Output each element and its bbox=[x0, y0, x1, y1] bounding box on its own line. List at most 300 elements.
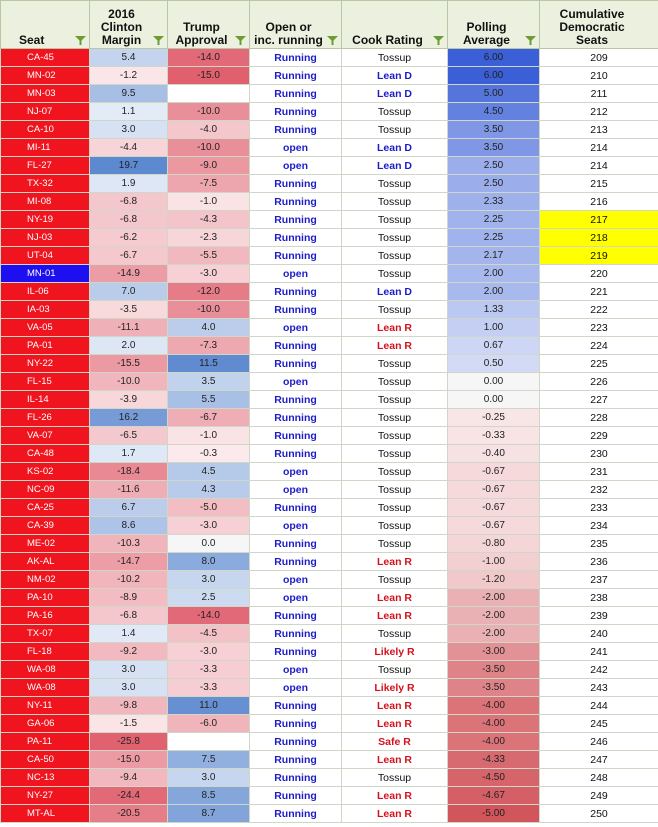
polling-average-cell[interactable]: 1.33 bbox=[448, 301, 540, 319]
cook-rating-cell[interactable]: Lean R bbox=[342, 337, 448, 355]
trump-approval-cell[interactable]: 8.0 bbox=[168, 553, 250, 571]
cumulative-seats-cell[interactable]: 223 bbox=[540, 319, 658, 337]
seat-cell[interactable]: MT-AL bbox=[1, 805, 90, 823]
trump-approval-cell[interactable]: 5.5 bbox=[168, 391, 250, 409]
polling-average-cell[interactable]: 0.50 bbox=[448, 355, 540, 373]
seat-cell[interactable]: WA-08 bbox=[1, 679, 90, 697]
header-cook-rating[interactable] bbox=[342, 1, 448, 49]
polling-average-cell[interactable]: 0.00 bbox=[448, 391, 540, 409]
cook-rating-cell[interactable]: Tossup bbox=[342, 409, 448, 427]
trump-approval-cell[interactable]: 0.0 bbox=[168, 535, 250, 553]
clinton-margin-cell[interactable]: -11.6 bbox=[90, 481, 168, 499]
status-cell[interactable]: Running bbox=[250, 625, 342, 643]
trump-approval-cell[interactable]: 4.5 bbox=[168, 463, 250, 481]
polling-average-cell[interactable]: 0.00 bbox=[448, 373, 540, 391]
polling-average-cell[interactable]: 2.25 bbox=[448, 211, 540, 229]
seat-cell[interactable]: CA-48 bbox=[1, 445, 90, 463]
trump-approval-cell[interactable]: 8.5 bbox=[168, 787, 250, 805]
trump-approval-cell[interactable]: -3.0 bbox=[168, 643, 250, 661]
status-cell[interactable]: open bbox=[250, 373, 342, 391]
cumulative-seats-cell[interactable]: 230 bbox=[540, 445, 658, 463]
cook-rating-cell[interactable]: Tossup bbox=[342, 373, 448, 391]
cook-rating-cell[interactable]: Tossup bbox=[342, 769, 448, 787]
polling-average-cell[interactable]: -4.33 bbox=[448, 751, 540, 769]
status-cell[interactable]: Running bbox=[250, 283, 342, 301]
trump-approval-cell[interactable]: -14.0 bbox=[168, 607, 250, 625]
clinton-margin-cell[interactable]: -15.0 bbox=[90, 751, 168, 769]
polling-average-cell[interactable]: -0.67 bbox=[448, 463, 540, 481]
header-open-status[interactable] bbox=[250, 1, 342, 49]
cook-rating-cell[interactable]: Lean R bbox=[342, 787, 448, 805]
status-cell[interactable]: open bbox=[250, 319, 342, 337]
cumulative-seats-cell[interactable]: 244 bbox=[540, 697, 658, 715]
status-cell[interactable]: open bbox=[250, 571, 342, 589]
status-cell[interactable]: Running bbox=[250, 409, 342, 427]
clinton-margin-cell[interactable]: 3.0 bbox=[90, 121, 168, 139]
trump-approval-cell[interactable]: -1.0 bbox=[168, 427, 250, 445]
polling-average-cell[interactable]: -1.20 bbox=[448, 571, 540, 589]
cumulative-seats-cell[interactable]: 234 bbox=[540, 517, 658, 535]
trump-approval-cell[interactable]: -7.3 bbox=[168, 337, 250, 355]
status-cell[interactable]: Running bbox=[250, 607, 342, 625]
polling-average-cell[interactable]: -4.67 bbox=[448, 787, 540, 805]
cook-rating-cell[interactable]: Tossup bbox=[342, 517, 448, 535]
trump-approval-cell[interactable]: -14.0 bbox=[168, 49, 250, 67]
clinton-margin-cell[interactable]: -1.2 bbox=[90, 67, 168, 85]
status-cell[interactable]: open bbox=[250, 589, 342, 607]
seat-cell[interactable]: PA-01 bbox=[1, 337, 90, 355]
seat-cell[interactable]: MN-03 bbox=[1, 85, 90, 103]
polling-average-cell[interactable]: -4.00 bbox=[448, 733, 540, 751]
seat-cell[interactable]: AK-AL bbox=[1, 553, 90, 571]
clinton-margin-cell[interactable]: 1.4 bbox=[90, 625, 168, 643]
trump-approval-cell[interactable]: 8.7 bbox=[168, 805, 250, 823]
seat-cell[interactable]: GA-06 bbox=[1, 715, 90, 733]
status-cell[interactable]: open bbox=[250, 463, 342, 481]
cook-rating-cell[interactable]: Lean R bbox=[342, 805, 448, 823]
header-seat[interactable] bbox=[1, 1, 90, 49]
clinton-margin-cell[interactable]: -10.3 bbox=[90, 535, 168, 553]
trump-approval-cell[interactable]: -4.5 bbox=[168, 625, 250, 643]
cumulative-seats-cell[interactable]: 227 bbox=[540, 391, 658, 409]
cook-rating-cell[interactable]: Lean D bbox=[342, 139, 448, 157]
clinton-margin-cell[interactable]: -14.9 bbox=[90, 265, 168, 283]
polling-average-cell[interactable]: -0.33 bbox=[448, 427, 540, 445]
filter-icon[interactable] bbox=[327, 36, 338, 45]
cumulative-seats-cell[interactable]: 222 bbox=[540, 301, 658, 319]
polling-average-cell[interactable]: 2.17 bbox=[448, 247, 540, 265]
cumulative-seats-cell[interactable]: 212 bbox=[540, 103, 658, 121]
clinton-margin-cell[interactable]: -14.7 bbox=[90, 553, 168, 571]
clinton-margin-cell[interactable]: 3.0 bbox=[90, 661, 168, 679]
trump-approval-cell[interactable]: -3.0 bbox=[168, 517, 250, 535]
cumulative-seats-cell[interactable]: 247 bbox=[540, 751, 658, 769]
trump-approval-cell[interactable]: -5.0 bbox=[168, 499, 250, 517]
status-cell[interactable]: open bbox=[250, 265, 342, 283]
trump-approval-cell[interactable]: -4.0 bbox=[168, 121, 250, 139]
clinton-margin-cell[interactable]: -10.2 bbox=[90, 571, 168, 589]
cumulative-seats-cell[interactable]: 249 bbox=[540, 787, 658, 805]
clinton-margin-cell[interactable]: -9.4 bbox=[90, 769, 168, 787]
trump-approval-cell[interactable]: 11.5 bbox=[168, 355, 250, 373]
seat-cell[interactable]: CA-50 bbox=[1, 751, 90, 769]
cumulative-seats-cell[interactable]: 237 bbox=[540, 571, 658, 589]
seat-cell[interactable]: MN-01 bbox=[1, 265, 90, 283]
polling-average-cell[interactable]: -5.00 bbox=[448, 805, 540, 823]
header-trump-approval[interactable] bbox=[168, 1, 250, 49]
cumulative-seats-cell[interactable]: 211 bbox=[540, 85, 658, 103]
cook-rating-cell[interactable]: Tossup bbox=[342, 535, 448, 553]
polling-average-cell[interactable]: -1.00 bbox=[448, 553, 540, 571]
cook-rating-cell[interactable]: Tossup bbox=[342, 193, 448, 211]
cook-rating-cell[interactable]: Tossup bbox=[342, 625, 448, 643]
cumulative-seats-cell[interactable]: 232 bbox=[540, 481, 658, 499]
cumulative-seats-cell[interactable]: 214 bbox=[540, 157, 658, 175]
polling-average-cell[interactable]: 2.33 bbox=[448, 193, 540, 211]
polling-average-cell[interactable]: -0.80 bbox=[448, 535, 540, 553]
status-cell[interactable]: open bbox=[250, 661, 342, 679]
seat-cell[interactable]: MI-11 bbox=[1, 139, 90, 157]
cook-rating-cell[interactable]: Lean R bbox=[342, 319, 448, 337]
trump-approval-cell[interactable] bbox=[168, 733, 250, 751]
seat-cell[interactable]: NY-22 bbox=[1, 355, 90, 373]
clinton-margin-cell[interactable]: -1.5 bbox=[90, 715, 168, 733]
filter-icon[interactable] bbox=[433, 36, 444, 45]
trump-approval-cell[interactable]: -10.0 bbox=[168, 103, 250, 121]
clinton-margin-cell[interactable]: -15.5 bbox=[90, 355, 168, 373]
trump-approval-cell[interactable]: -15.0 bbox=[168, 67, 250, 85]
seat-cell[interactable]: MN-02 bbox=[1, 67, 90, 85]
cumulative-seats-cell[interactable]: 213 bbox=[540, 121, 658, 139]
cook-rating-cell[interactable]: Tossup bbox=[342, 661, 448, 679]
status-cell[interactable]: Running bbox=[250, 499, 342, 517]
cook-rating-cell[interactable]: Lean D bbox=[342, 157, 448, 175]
clinton-margin-cell[interactable]: 8.6 bbox=[90, 517, 168, 535]
trump-approval-cell[interactable]: 2.5 bbox=[168, 589, 250, 607]
cook-rating-cell[interactable]: Tossup bbox=[342, 571, 448, 589]
status-cell[interactable]: Running bbox=[250, 445, 342, 463]
trump-approval-cell[interactable]: -3.0 bbox=[168, 265, 250, 283]
polling-average-cell[interactable]: -2.00 bbox=[448, 625, 540, 643]
clinton-margin-cell[interactable]: -6.8 bbox=[90, 607, 168, 625]
clinton-margin-cell[interactable]: 6.7 bbox=[90, 499, 168, 517]
cook-rating-cell[interactable]: Lean R bbox=[342, 589, 448, 607]
trump-approval-cell[interactable]: 7.5 bbox=[168, 751, 250, 769]
clinton-margin-cell[interactable]: 3.0 bbox=[90, 679, 168, 697]
cumulative-seats-cell[interactable]: 238 bbox=[540, 589, 658, 607]
cumulative-seats-cell[interactable]: 231 bbox=[540, 463, 658, 481]
cumulative-seats-cell[interactable]: 236 bbox=[540, 553, 658, 571]
cumulative-seats-cell[interactable]: 226 bbox=[540, 373, 658, 391]
status-cell[interactable]: Running bbox=[250, 769, 342, 787]
cook-rating-cell[interactable]: Tossup bbox=[342, 247, 448, 265]
polling-average-cell[interactable]: 0.67 bbox=[448, 337, 540, 355]
status-cell[interactable]: Running bbox=[250, 121, 342, 139]
status-cell[interactable]: Running bbox=[250, 787, 342, 805]
polling-average-cell[interactable]: -3.00 bbox=[448, 643, 540, 661]
trump-approval-cell[interactable]: 3.0 bbox=[168, 571, 250, 589]
clinton-margin-cell[interactable]: 5.4 bbox=[90, 49, 168, 67]
cook-rating-cell[interactable]: Tossup bbox=[342, 427, 448, 445]
polling-average-cell[interactable]: -0.67 bbox=[448, 517, 540, 535]
cumulative-seats-cell[interactable]: 239 bbox=[540, 607, 658, 625]
filter-icon[interactable] bbox=[75, 36, 86, 45]
status-cell[interactable]: Running bbox=[250, 805, 342, 823]
polling-average-cell[interactable]: 3.50 bbox=[448, 139, 540, 157]
cumulative-seats-cell[interactable]: 228 bbox=[540, 409, 658, 427]
seat-cell[interactable]: ME-02 bbox=[1, 535, 90, 553]
trump-approval-cell[interactable]: -9.0 bbox=[168, 157, 250, 175]
cook-rating-cell[interactable]: Lean R bbox=[342, 553, 448, 571]
seat-cell[interactable]: PA-10 bbox=[1, 589, 90, 607]
status-cell[interactable]: Running bbox=[250, 49, 342, 67]
polling-average-cell[interactable]: -4.00 bbox=[448, 715, 540, 733]
cook-rating-cell[interactable]: Tossup bbox=[342, 49, 448, 67]
trump-approval-cell[interactable]: -1.0 bbox=[168, 193, 250, 211]
status-cell[interactable]: open bbox=[250, 481, 342, 499]
cook-rating-cell[interactable]: Tossup bbox=[342, 211, 448, 229]
seat-cell[interactable]: NC-13 bbox=[1, 769, 90, 787]
clinton-margin-cell[interactable]: -6.8 bbox=[90, 193, 168, 211]
clinton-margin-cell[interactable]: -10.0 bbox=[90, 373, 168, 391]
trump-approval-cell[interactable]: -10.0 bbox=[168, 139, 250, 157]
seat-cell[interactable]: CA-39 bbox=[1, 517, 90, 535]
cumulative-seats-cell[interactable]: 243 bbox=[540, 679, 658, 697]
cumulative-seats-cell[interactable]: 233 bbox=[540, 499, 658, 517]
seat-cell[interactable]: NM-02 bbox=[1, 571, 90, 589]
polling-average-cell[interactable]: -3.50 bbox=[448, 679, 540, 697]
status-cell[interactable]: Running bbox=[250, 175, 342, 193]
header-clinton-margin[interactable] bbox=[90, 1, 168, 49]
clinton-margin-cell[interactable]: 16.2 bbox=[90, 409, 168, 427]
status-cell[interactable]: Running bbox=[250, 733, 342, 751]
cook-rating-cell[interactable]: Tossup bbox=[342, 301, 448, 319]
seat-cell[interactable]: CA-25 bbox=[1, 499, 90, 517]
filter-icon[interactable] bbox=[235, 36, 246, 45]
filter-icon[interactable] bbox=[153, 36, 164, 45]
cumulative-seats-cell[interactable]: 220 bbox=[540, 265, 658, 283]
trump-approval-cell[interactable]: -7.5 bbox=[168, 175, 250, 193]
cook-rating-cell[interactable]: Tossup bbox=[342, 103, 448, 121]
seat-cell[interactable]: CA-45 bbox=[1, 49, 90, 67]
clinton-margin-cell[interactable]: -6.2 bbox=[90, 229, 168, 247]
trump-approval-cell[interactable]: 3.0 bbox=[168, 769, 250, 787]
cumulative-seats-cell[interactable]: 215 bbox=[540, 175, 658, 193]
cook-rating-cell[interactable]: Likely R bbox=[342, 679, 448, 697]
polling-average-cell[interactable]: 2.50 bbox=[448, 157, 540, 175]
cook-rating-cell[interactable]: Lean R bbox=[342, 715, 448, 733]
clinton-margin-cell[interactable]: -18.4 bbox=[90, 463, 168, 481]
seat-cell[interactable]: MI-08 bbox=[1, 193, 90, 211]
cook-rating-cell[interactable]: Lean R bbox=[342, 607, 448, 625]
seat-cell[interactable]: NC-09 bbox=[1, 481, 90, 499]
cook-rating-cell[interactable]: Lean D bbox=[342, 283, 448, 301]
seat-cell[interactable]: WA-08 bbox=[1, 661, 90, 679]
status-cell[interactable]: Running bbox=[250, 751, 342, 769]
clinton-margin-cell[interactable]: -11.1 bbox=[90, 319, 168, 337]
polling-average-cell[interactable]: 2.00 bbox=[448, 283, 540, 301]
cook-rating-cell[interactable]: Lean R bbox=[342, 751, 448, 769]
trump-approval-cell[interactable]: 11.0 bbox=[168, 697, 250, 715]
trump-approval-cell[interactable] bbox=[168, 85, 250, 103]
clinton-margin-cell[interactable]: 19.7 bbox=[90, 157, 168, 175]
seat-cell[interactable]: NY-19 bbox=[1, 211, 90, 229]
cumulative-seats-cell[interactable]: 221 bbox=[540, 283, 658, 301]
cumulative-seats-cell[interactable]: 250 bbox=[540, 805, 658, 823]
status-cell[interactable]: Running bbox=[250, 715, 342, 733]
clinton-margin-cell[interactable]: 7.0 bbox=[90, 283, 168, 301]
polling-average-cell[interactable]: -2.00 bbox=[448, 607, 540, 625]
polling-average-cell[interactable]: -0.25 bbox=[448, 409, 540, 427]
trump-approval-cell[interactable]: -3.3 bbox=[168, 679, 250, 697]
trump-approval-cell[interactable]: -4.3 bbox=[168, 211, 250, 229]
status-cell[interactable]: Running bbox=[250, 643, 342, 661]
polling-average-cell[interactable]: -2.00 bbox=[448, 589, 540, 607]
polling-average-cell[interactable]: -4.00 bbox=[448, 697, 540, 715]
status-cell[interactable]: Running bbox=[250, 337, 342, 355]
trump-approval-cell[interactable]: 3.5 bbox=[168, 373, 250, 391]
seat-cell[interactable]: FL-15 bbox=[1, 373, 90, 391]
cumulative-seats-cell[interactable]: 235 bbox=[540, 535, 658, 553]
seat-cell[interactable]: NY-11 bbox=[1, 697, 90, 715]
cumulative-seats-cell[interactable]: 210 bbox=[540, 67, 658, 85]
status-cell[interactable]: Running bbox=[250, 193, 342, 211]
cook-rating-cell[interactable]: Tossup bbox=[342, 121, 448, 139]
cook-rating-cell[interactable]: Safe R bbox=[342, 733, 448, 751]
status-cell[interactable]: Running bbox=[250, 697, 342, 715]
seat-cell[interactable]: UT-04 bbox=[1, 247, 90, 265]
clinton-margin-cell[interactable]: -9.2 bbox=[90, 643, 168, 661]
clinton-margin-cell[interactable]: -6.5 bbox=[90, 427, 168, 445]
trump-approval-cell[interactable]: -2.3 bbox=[168, 229, 250, 247]
clinton-margin-cell[interactable]: -3.5 bbox=[90, 301, 168, 319]
trump-approval-cell[interactable]: -3.3 bbox=[168, 661, 250, 679]
cook-rating-cell[interactable]: Tossup bbox=[342, 175, 448, 193]
status-cell[interactable]: Running bbox=[250, 211, 342, 229]
status-cell[interactable]: open bbox=[250, 517, 342, 535]
cook-rating-cell[interactable]: Tossup bbox=[342, 445, 448, 463]
cook-rating-cell[interactable]: Tossup bbox=[342, 481, 448, 499]
polling-average-cell[interactable]: -3.50 bbox=[448, 661, 540, 679]
seat-cell[interactable]: IL-14 bbox=[1, 391, 90, 409]
seat-cell[interactable]: FL-26 bbox=[1, 409, 90, 427]
trump-approval-cell[interactable]: -5.5 bbox=[168, 247, 250, 265]
clinton-margin-cell[interactable]: -4.4 bbox=[90, 139, 168, 157]
clinton-margin-cell[interactable]: 9.5 bbox=[90, 85, 168, 103]
seat-cell[interactable]: TX-32 bbox=[1, 175, 90, 193]
polling-average-cell[interactable]: -4.50 bbox=[448, 769, 540, 787]
seat-cell[interactable]: PA-11 bbox=[1, 733, 90, 751]
clinton-margin-cell[interactable]: -25.8 bbox=[90, 733, 168, 751]
cumulative-seats-cell[interactable]: 209 bbox=[540, 49, 658, 67]
polling-average-cell[interactable]: 4.50 bbox=[448, 103, 540, 121]
cumulative-seats-cell[interactable]: 217 bbox=[540, 211, 658, 229]
seat-cell[interactable]: VA-05 bbox=[1, 319, 90, 337]
trump-approval-cell[interactable]: -0.3 bbox=[168, 445, 250, 463]
status-cell[interactable]: Running bbox=[250, 553, 342, 571]
seat-cell[interactable]: PA-16 bbox=[1, 607, 90, 625]
cook-rating-cell[interactable]: Tossup bbox=[342, 463, 448, 481]
clinton-margin-cell[interactable]: -24.4 bbox=[90, 787, 168, 805]
cumulative-seats-cell[interactable]: 218 bbox=[540, 229, 658, 247]
polling-average-cell[interactable]: 3.50 bbox=[448, 121, 540, 139]
polling-average-cell[interactable]: -0.40 bbox=[448, 445, 540, 463]
clinton-margin-cell[interactable]: 2.0 bbox=[90, 337, 168, 355]
clinton-margin-cell[interactable]: -9.8 bbox=[90, 697, 168, 715]
cumulative-seats-cell[interactable]: 224 bbox=[540, 337, 658, 355]
cumulative-seats-cell[interactable]: 216 bbox=[540, 193, 658, 211]
status-cell[interactable]: open bbox=[250, 139, 342, 157]
trump-approval-cell[interactable]: 4.3 bbox=[168, 481, 250, 499]
clinton-margin-cell[interactable]: -3.9 bbox=[90, 391, 168, 409]
clinton-margin-cell[interactable]: -8.9 bbox=[90, 589, 168, 607]
cumulative-seats-cell[interactable]: 248 bbox=[540, 769, 658, 787]
polling-average-cell[interactable]: 1.00 bbox=[448, 319, 540, 337]
seat-cell[interactable]: VA-07 bbox=[1, 427, 90, 445]
cook-rating-cell[interactable]: Tossup bbox=[342, 391, 448, 409]
status-cell[interactable]: open bbox=[250, 157, 342, 175]
polling-average-cell[interactable]: 2.25 bbox=[448, 229, 540, 247]
cumulative-seats-cell[interactable]: 246 bbox=[540, 733, 658, 751]
seat-cell[interactable]: NJ-07 bbox=[1, 103, 90, 121]
status-cell[interactable]: Running bbox=[250, 103, 342, 121]
clinton-margin-cell[interactable]: -20.5 bbox=[90, 805, 168, 823]
header-polling-average[interactable] bbox=[448, 1, 540, 49]
cook-rating-cell[interactable]: Tossup bbox=[342, 265, 448, 283]
cumulative-seats-cell[interactable]: 240 bbox=[540, 625, 658, 643]
trump-approval-cell[interactable]: -6.0 bbox=[168, 715, 250, 733]
cook-rating-cell[interactable]: Tossup bbox=[342, 499, 448, 517]
polling-average-cell[interactable]: 6.00 bbox=[448, 67, 540, 85]
seat-cell[interactable]: NJ-03 bbox=[1, 229, 90, 247]
status-cell[interactable]: Running bbox=[250, 67, 342, 85]
cook-rating-cell[interactable]: Lean D bbox=[342, 67, 448, 85]
status-cell[interactable]: Running bbox=[250, 301, 342, 319]
seat-cell[interactable]: IL-06 bbox=[1, 283, 90, 301]
seat-cell[interactable]: IA-03 bbox=[1, 301, 90, 319]
cumulative-seats-cell[interactable]: 214 bbox=[540, 139, 658, 157]
clinton-margin-cell[interactable]: -6.8 bbox=[90, 211, 168, 229]
clinton-margin-cell[interactable]: 1.1 bbox=[90, 103, 168, 121]
polling-average-cell[interactable]: 5.00 bbox=[448, 85, 540, 103]
seat-cell[interactable]: KS-02 bbox=[1, 463, 90, 481]
status-cell[interactable]: Running bbox=[250, 427, 342, 445]
cumulative-seats-cell[interactable]: 229 bbox=[540, 427, 658, 445]
cumulative-seats-cell[interactable]: 219 bbox=[540, 247, 658, 265]
polling-average-cell[interactable]: -0.67 bbox=[448, 481, 540, 499]
cumulative-seats-cell[interactable]: 242 bbox=[540, 661, 658, 679]
polling-average-cell[interactable]: 2.50 bbox=[448, 175, 540, 193]
seat-cell[interactable]: CA-10 bbox=[1, 121, 90, 139]
status-cell[interactable]: Running bbox=[250, 247, 342, 265]
seat-cell[interactable]: TX-07 bbox=[1, 625, 90, 643]
seat-cell[interactable]: FL-27 bbox=[1, 157, 90, 175]
clinton-margin-cell[interactable]: 1.7 bbox=[90, 445, 168, 463]
cumulative-seats-cell[interactable]: 241 bbox=[540, 643, 658, 661]
status-cell[interactable]: Running bbox=[250, 535, 342, 553]
trump-approval-cell[interactable]: -10.0 bbox=[168, 301, 250, 319]
cook-rating-cell[interactable]: Tossup bbox=[342, 355, 448, 373]
clinton-margin-cell[interactable]: 1.9 bbox=[90, 175, 168, 193]
trump-approval-cell[interactable]: 4.0 bbox=[168, 319, 250, 337]
status-cell[interactable]: Running bbox=[250, 229, 342, 247]
polling-average-cell[interactable]: 2.00 bbox=[448, 265, 540, 283]
cook-rating-cell[interactable]: Likely R bbox=[342, 643, 448, 661]
cook-rating-cell[interactable]: Lean R bbox=[342, 697, 448, 715]
header-cumulative-seats[interactable] bbox=[540, 1, 658, 49]
cook-rating-cell[interactable]: Lean D bbox=[342, 85, 448, 103]
filter-icon[interactable] bbox=[525, 36, 536, 45]
